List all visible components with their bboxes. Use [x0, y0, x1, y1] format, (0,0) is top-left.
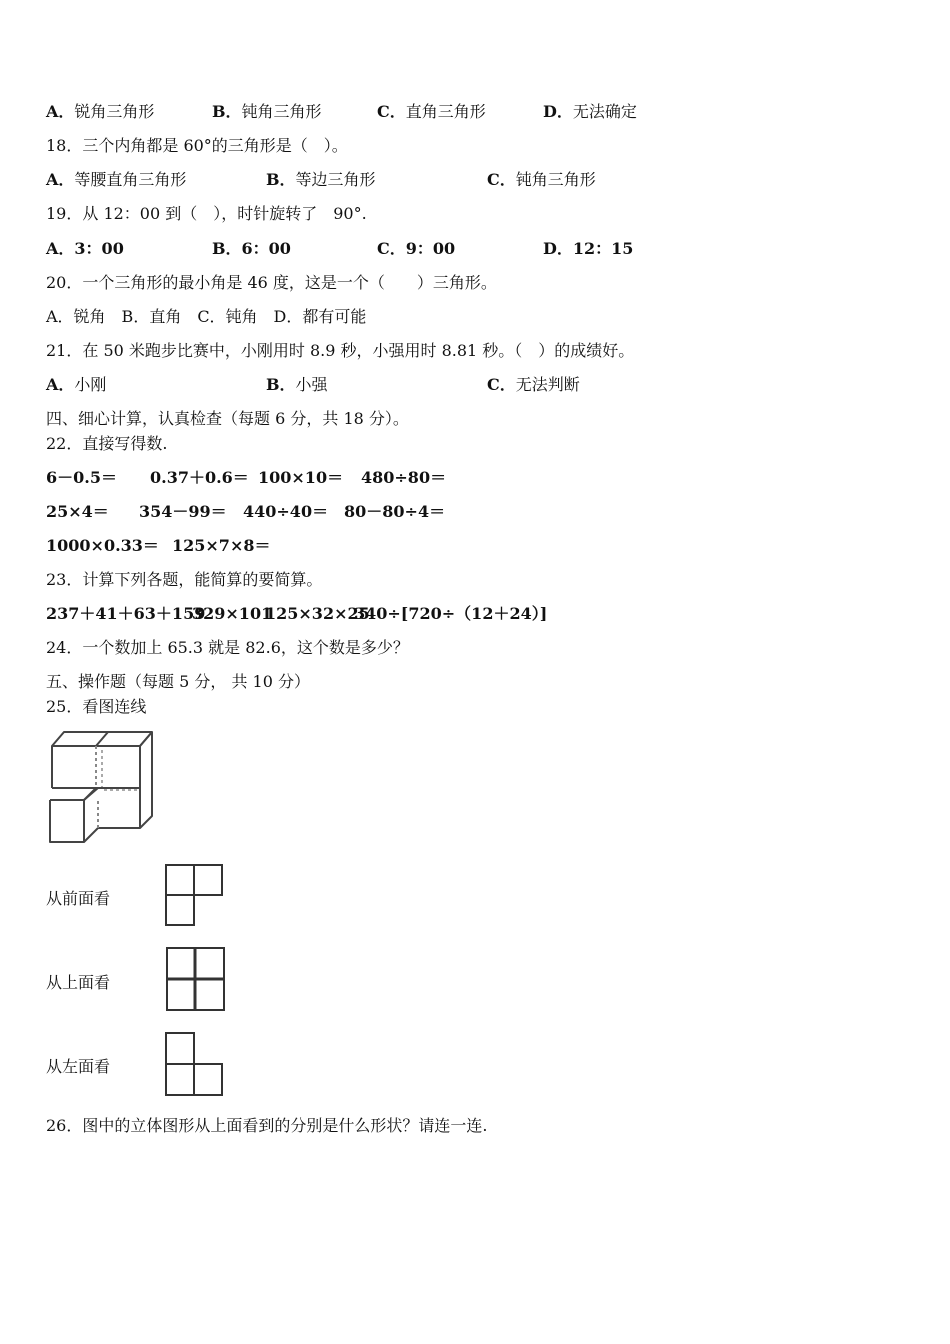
q23-item: 329×101 — [192, 604, 273, 623]
q26-question: 26．图中的立体图形从上面看到的分别是什么形状？请连一连. — [46, 1116, 488, 1135]
section-5-heading: 五、操作题（每题 5 分， 共 10 分） — [46, 672, 310, 691]
q22-expr: 80－80÷4＝ — [344, 502, 446, 521]
q22-expr: 354－99＝ — [139, 502, 227, 521]
q18-question: 18．三个内角都是 60°的三角形是（ ）。 — [46, 136, 348, 155]
q18-option-c: C．钝角三角形 — [487, 170, 596, 189]
q22-expr: 480÷80＝ — [361, 468, 447, 487]
front-view-shape — [163, 862, 225, 928]
q18-option-a: A．等腰直角三角形 — [46, 170, 187, 189]
q22-expr: 125×7×8＝ — [172, 536, 271, 555]
q22-expr: 6－0.5＝ — [46, 468, 117, 487]
q23-item: 340÷[720÷（12＋24）] — [354, 604, 548, 623]
solid-figure-image — [44, 728, 158, 846]
q22-expr: 100×10＝ — [258, 468, 344, 487]
top-view-shape — [164, 945, 228, 1013]
q22-expr: 440÷40＝ — [243, 502, 329, 521]
q17-option-b: B．钝角三角形 — [212, 102, 322, 121]
q18-option-b: B．等边三角形 — [266, 170, 376, 189]
q19-option-d: D．12：15 — [543, 239, 634, 258]
q23-question: 23．计算下列各题，能简算的要简算。 — [46, 570, 323, 589]
q17-option-a: A．锐角三角形 — [46, 102, 155, 121]
q20-options: A．锐角 B．直角 C．钝角 D．都有可能 — [46, 307, 367, 326]
q23-item: 237＋41＋63＋159 — [46, 604, 206, 623]
q25-question: 25．看图连线 — [46, 697, 147, 716]
q22-expr: 1000×0.33＝ — [46, 536, 159, 555]
q19-option-b: B．6：00 — [212, 239, 291, 258]
q20-question: 20．一个三角形的最小角是 46 度，这是一个（ ）三角形。 — [46, 273, 497, 292]
q17-option-d: D．无法确定 — [543, 102, 637, 121]
q21-question: 21．在 50 米跑步比赛中，小刚用时 8.9 秒，小强用时 8.81 秒。（ ）的成绩好。 — [46, 341, 635, 360]
q19-question: 19．从 12：00 到（ ），时针旋转了 90°. — [46, 204, 367, 223]
q24-question: 24．一个数加上 65.3 就是 82.6，这个数是多少？ — [46, 638, 409, 657]
view-label-front: 从前面看 — [46, 889, 111, 908]
view-label-top: 从上面看 — [46, 973, 111, 992]
left-view-shape — [163, 1030, 225, 1098]
q23-item: 125×32×25 — [265, 604, 370, 623]
q22-expr: 25×4＝ — [46, 502, 109, 521]
q21-option-b: B．小强 — [266, 375, 328, 394]
q17-option-c: C．直角三角形 — [377, 102, 486, 121]
q22-expr: 0.37＋0.6＝ — [150, 468, 249, 487]
q21-option-a: A．小刚 — [46, 375, 107, 394]
q21-option-c: C．无法判断 — [487, 375, 580, 394]
q19-option-a: A．3：00 — [46, 239, 124, 258]
view-label-left: 从左面看 — [46, 1057, 111, 1076]
q19-option-c: C．9：00 — [377, 239, 456, 258]
q22-question: 22．直接写得数. — [46, 434, 168, 453]
section-4-heading: 四、细心计算，认真检查（每题 6 分，共 18 分）。 — [46, 409, 409, 428]
